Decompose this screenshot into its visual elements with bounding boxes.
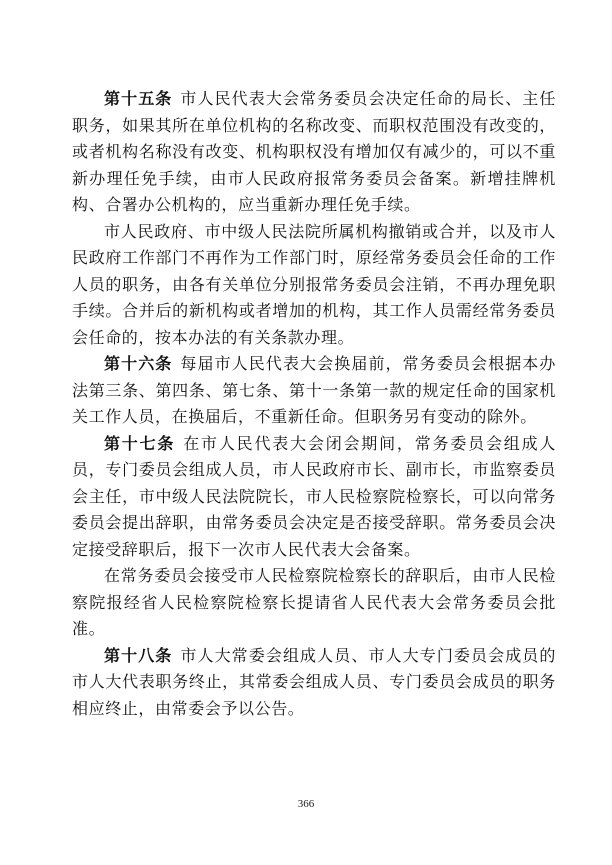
paragraph-text: 市人民政府、市中级人民法院所属机构撤销或合并，以及市人民政府工作部门不再作为工作部门时，原经常务委员会任命的工作人员的职务，由各有关单位分别报常务委员会注销，不再办理免职手续。合并后的新机构或者增加的机构，其工作人员需经常务委员会任命的，按本办法的有关条款办理。 <box>72 221 556 347</box>
article-number: 第十六条 <box>104 354 173 373</box>
paragraph-text: 市人民代表大会常务委员会决定任命的局长、主任职务，如果其所在单位机构的名称改变、而职权范围没有改变的，或者机构名称没有改变、机构职权没有增加仅有减少的，可以不重新办理任免手续，由市人民政府报常务委员会备案。新增挂牌机构、合署办公机构的，应当重新办理任免手续。 <box>72 89 556 214</box>
paragraph-article-17-cont <box>72 563 556 643</box>
article-number: 第十八条 <box>104 645 173 665</box>
document-body <box>72 86 556 722</box>
paragraph-text: 在市人民代表大会闭会期间，常务委员会组成人员，专门委员会组成人员，市人民政府市长、副市长，市监察委员会主任，市中级人民法院院长，市人民检察院检察长，可以向常务委员会提出辞职，由常务委员会决定是否接受辞职。常务委员会决定接受辞职后，报下一次市人民代表大会备案。 <box>72 433 556 559</box>
article-number: 第十七条 <box>104 433 176 453</box>
article-number: 第十五条 <box>104 89 173 108</box>
paragraph-text: 市人大常委会组成人员、市人大专门委员会成员的市人大代表职务终止，其常委会组成人员、专门委员会成员的职务相应终止，由常委会予以公告。 <box>72 645 556 718</box>
paragraph-text: 每届市人民代表大会换届前，常务委员会根据本办法第三条、第四条、第七条、第十一条第一款的规定任命的国家机关工作人员，在换届后，不重新任命。但职务另有变动的除外。 <box>72 354 556 426</box>
page-number: 366 <box>297 798 315 810</box>
paragraph-article-15-cont <box>72 219 556 352</box>
paragraph-article-16 <box>72 351 556 431</box>
paragraph-text: 在常务委员会接受市人民检察院检察长的辞职后，由市人民检察院报经省人民检察院检察长提请省人民代表大会常务委员会批准。 <box>72 566 556 638</box>
paragraph-article-15 <box>72 86 556 219</box>
paragraph-article-17 <box>72 431 556 564</box>
paragraph-article-18 <box>72 643 556 723</box>
